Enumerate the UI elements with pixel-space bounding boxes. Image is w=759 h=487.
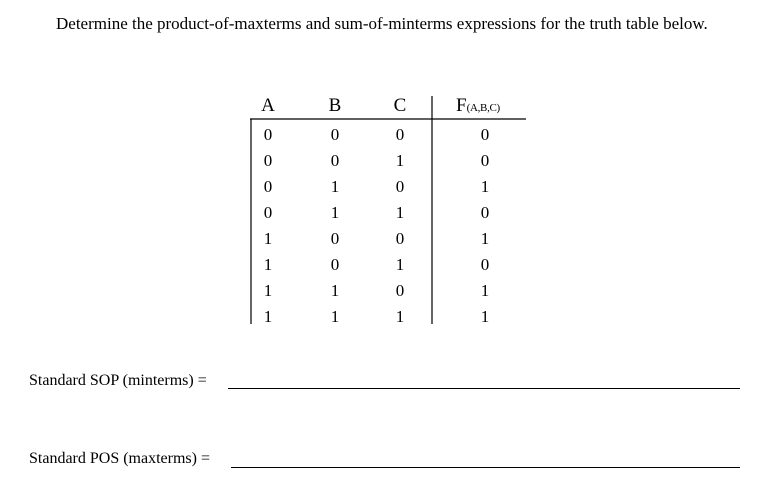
cell-c-row1: 1 (395, 151, 405, 170)
header-f (456, 96, 526, 118)
cell-c-row4: 0 (395, 229, 405, 248)
cell-f-row0: 0 (480, 125, 490, 144)
cell-b-row7: 1 (330, 307, 340, 326)
cell-c-row3: 1 (395, 203, 405, 222)
cell-f-row3: 0 (480, 203, 490, 222)
cell-a-row4: 1 (263, 229, 273, 248)
cell-f-row4: 1 (480, 229, 490, 248)
header-f-name: F (456, 95, 467, 116)
cell-f-row7: 1 (480, 307, 490, 326)
cell-c-row7: 1 (395, 307, 405, 326)
cell-b-row3: 1 (330, 203, 340, 222)
cell-a-row3: 0 (263, 203, 273, 222)
header-b: B (328, 95, 342, 116)
header-f-args: (A,B,C) (466, 102, 500, 114)
cell-f-row1: 0 (480, 151, 490, 170)
sop-label: Standard SOP (minterms) = (29, 372, 207, 389)
cell-c-row0: 0 (395, 125, 405, 144)
sop-answer-blank[interactable] (228, 388, 740, 389)
cell-c-row6: 0 (395, 281, 405, 300)
cell-a-row6: 1 (263, 281, 273, 300)
cell-f-row6: 1 (480, 281, 490, 300)
header-a: A (261, 95, 275, 116)
cell-c-row5: 1 (395, 255, 405, 274)
cell-f-row5: 0 (480, 255, 490, 274)
cell-a-row2: 0 (263, 177, 273, 196)
cell-b-row0: 0 (330, 125, 340, 144)
cell-a-row1: 0 (263, 151, 273, 170)
pos-answer-blank[interactable] (231, 467, 740, 468)
cell-c-row2: 0 (395, 177, 405, 196)
cell-b-row4: 0 (330, 229, 340, 248)
cell-b-row6: 1 (330, 281, 340, 300)
cell-a-row7: 1 (263, 307, 273, 326)
pos-label: Standard POS (maxterms) = (29, 450, 210, 467)
cell-f-row2: 1 (480, 177, 490, 196)
cell-b-row1: 0 (330, 151, 340, 170)
truth-table (250, 96, 526, 324)
cell-a-row5: 1 (263, 255, 273, 274)
cell-b-row5: 0 (330, 255, 340, 274)
cell-a-row0: 0 (263, 125, 273, 144)
cell-b-row2: 1 (330, 177, 340, 196)
header-c: C (393, 95, 407, 116)
question-text: Determine the product-of-maxterms and sum-of-minterms expressions for the truth table below. (56, 14, 708, 33)
